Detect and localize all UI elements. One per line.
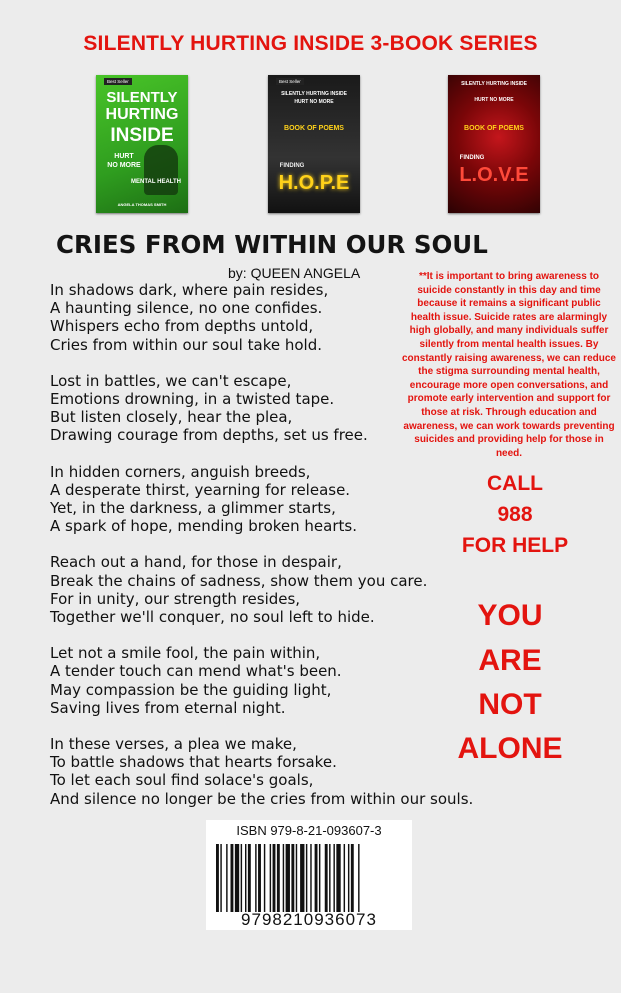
poem-line: Together we'll conquer, no soul left to hide. [50,608,375,627]
cover-line: NO MORE [107,162,141,169]
poem-line: A tender touch can mend what's been. [50,662,342,681]
poem-line: Break the chains of sadness, show them you care. [50,571,428,590]
poem-line: For in unity, our strength resides, [50,589,301,608]
poem-title: CRIES FROM WITHIN OUR SOUL [56,230,488,259]
poem-line: A desperate thirst, yearning for release. [50,480,351,499]
poem-line: A spark of hope, mending broken hearts. [50,517,357,536]
book-cover-2[interactable] [268,75,360,213]
cover-badge: Best Seller [276,78,304,85]
isbn-label: ISBN 979-8-21-093607-3 [236,823,382,838]
cover-line: HURTING [105,106,179,123]
awareness-text: **It is important to bring awareness to suicide constantly in this day and time because it remains a significant public health issue. Suicide rates are alarmingly high globally, and many individuals suffer silently from mental health issues. By constantly raising awareness, we can reduce the stigma surrounding mental health, encourage more open conversations, and promote early intervention and support for those at risk. Through education and awareness, we can work towards preventing suicides and providing help for those in need. [402,271,616,459]
barcode-bars-icon [216,844,402,912]
cover-line: INSIDE [110,125,174,146]
cover-line: H.O.P.E [278,172,350,194]
poem-line: Emotions drowning, in a twisted tape. [50,390,335,409]
cover-badge: Best Seller [104,78,132,85]
cover-author: ANGELA THOMAS SMITH [117,202,167,207]
poem-line: Yet, in the darkness, a glimmer starts, [50,499,336,518]
poem-line: To battle shadows that hearts forsake. [50,753,337,772]
cover-line: BOOK OF POEMS [464,125,524,132]
cover-line: SILENTLY HURTING INSIDE [281,91,347,97]
call-line: CALL [487,472,543,495]
cover-line: BOOK OF POEMS [284,125,344,132]
book-cover-3[interactable] [448,75,540,213]
cover-line: SILENTLY [106,89,178,106]
barcode-digits: 9798210936073 [241,910,377,929]
poem-line: But listen closely, hear the plea, [50,408,293,427]
cover-line: L.O.V.E [459,164,529,186]
call-line: FOR HELP [461,534,569,557]
not-alone-line: YOU [477,599,543,632]
poem-line: Whispers echo from depths untold, [50,317,314,336]
cover-line: HURT NO MORE [474,97,514,103]
poem-line: May compassion be the guiding light, [50,680,332,699]
cover-line: HURT [114,153,134,160]
cover-line: HURT NO MORE [294,99,334,105]
poem-author: by: QUEEN ANGELA [228,265,361,281]
poem-line: In hidden corners, anguish breeds, [50,462,311,481]
poem-line: Cries from within our soul take hold. [50,335,322,354]
poem-line: Drawing courage from depths, set us free. [50,426,368,445]
poem-line: Let not a smile fool, the pain within, [50,644,321,663]
poem-line: To let each soul find solace's goals, [50,771,314,790]
cover-line: FINDING [459,155,485,161]
poem-line: Lost in battles, we can't escape, [50,371,292,390]
not-alone-line: NOT [478,688,542,721]
poem-line: Reach out a hand, for those in despair, [50,553,342,572]
cover-line: MENTAL HEALTH [131,179,181,185]
poem-line: A haunting silence, no one confides. [50,299,323,318]
poem-line: In these verses, a plea we make, [50,735,297,754]
poem-line: In shadows dark, where pain resides, [50,281,329,299]
barcode [206,820,412,930]
call-number[interactable]: 988 [497,503,533,526]
book-cover-1[interactable] [96,75,188,213]
cover-line: SILENTLY HURTING INSIDE [461,81,527,87]
not-alone-line: ALONE [457,732,563,765]
not-alone-line: ARE [478,644,542,677]
cover-line: FINDING [279,163,305,169]
poem-line: Saving lives from eternal night. [50,698,286,717]
series-title: SILENTLY HURTING INSIDE 3-BOOK SERIES [83,32,538,55]
poem-line: And silence no longer be the cries from within our souls. [50,789,474,808]
